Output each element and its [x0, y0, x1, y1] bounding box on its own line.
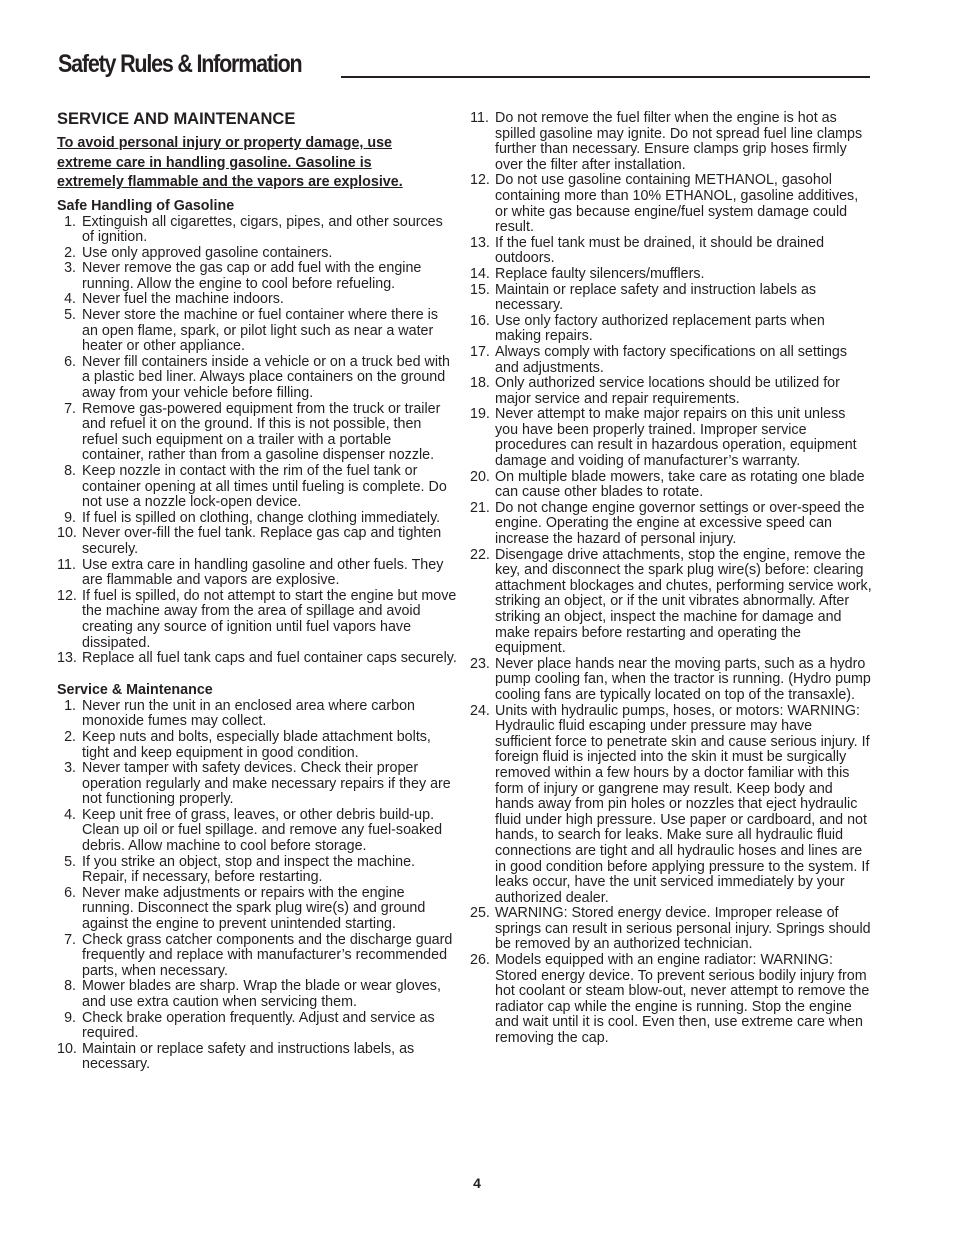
item-text: If fuel is spilled, do not attempt to start the engine but move the machine away from the area of spillage and avoid creating any source of ignition until fuel vapors have dissipated.	[82, 587, 457, 651]
item-number: 5.	[64, 853, 76, 870]
list-item	[470, 657, 872, 704]
item-number: 2.	[64, 728, 76, 745]
list-item	[57, 699, 457, 730]
list-item	[470, 283, 872, 314]
item-number: 1.	[64, 697, 76, 714]
item-text: Keep nozzle in contact with the rim of the fuel tank or container opening at all times until fueling is complete. Do not use a nozzle lock-open device.	[82, 463, 447, 511]
item-number: 24.	[470, 702, 490, 719]
item-text: Check brake operation frequently. Adjust and service as required.	[82, 1009, 435, 1042]
item-text: Disengage drive attachments, stop the engine, remove the key, and disconnect the spark plug wire(s) before: clearing attachment blockages and chutes, performing service work, striking an object, or if the unit vibrates abnormally. After striking an object, inspect the machine for damage and make repairs before restarting and operating the equipment.	[495, 546, 872, 657]
service-heading: Service & Maintenance	[57, 681, 213, 698]
list-item	[470, 345, 872, 376]
item-text: Check grass catcher components and the discharge guard frequently and replace with manufacturer’s recommended parts, when necessary.	[82, 931, 453, 979]
item-text: Always comply with factory specifications on all settings and adjustments.	[495, 343, 848, 376]
list-item	[470, 173, 872, 235]
item-text: Never remove the gas cap or add fuel with the engine running. Allow the engine to cool before refueling.	[82, 260, 422, 292]
list-item	[57, 808, 457, 855]
item-text: Never over-fill the fuel tank. Replace gas cap and tighten securely.	[82, 525, 442, 557]
page-header	[58, 50, 870, 82]
item-text: Do not use gasoline containing METHANOL, gasohol containing more than 10% ETHANOL, gasoline additives, or white gas because engine/fuel system damage could result.	[495, 172, 859, 236]
list-item	[470, 407, 872, 469]
list-item	[470, 704, 872, 907]
item-text: Extinguish all cigarettes, cigars, pipes, and other sources of ignition.	[82, 213, 443, 246]
item-text: Remove gas-powered equipment from the truck or trailer and refuel it on the ground. If this is not possible, then refuel such equipment on a trailer with a portable container, rather than from a gasoline dispenser nozzle.	[82, 400, 441, 464]
list-item	[470, 906, 872, 953]
list-item	[57, 855, 457, 886]
item-number: 4.	[64, 291, 76, 308]
list-item	[57, 246, 457, 262]
item-text: If the fuel tank must be drained, it should be drained outdoors.	[495, 234, 825, 267]
item-number: 10.	[57, 525, 77, 542]
item-number: 3.	[64, 760, 76, 777]
item-number: 10.	[57, 1040, 77, 1057]
item-number: 25.	[470, 905, 490, 922]
item-text: Maintain or replace safety and instruction labels as necessary.	[495, 281, 817, 314]
list-item	[57, 355, 457, 402]
item-number: 26.	[470, 952, 490, 969]
list-item	[470, 314, 872, 345]
item-text: Never make adjustments or repairs with the engine running. Disconnect the spark plug wire(s) and ground against the engine to prevent unintended starting.	[82, 884, 426, 933]
list-item	[57, 761, 457, 808]
item-text: Do not change engine governor settings or over-speed the engine. Operating the engine at excessive speed can increase the hazard of personal injury.	[495, 499, 865, 548]
list-item	[57, 886, 457, 933]
list-item	[57, 1011, 457, 1042]
list-item	[57, 402, 457, 464]
service-list-continued	[470, 111, 872, 1047]
item-number: 15.	[470, 281, 490, 298]
item-text: Only authorized service locations should be utilized for major service and repair requirements.	[495, 375, 840, 407]
item-text: Keep unit free of grass, leaves, or other debris build-up. Clean up oil or fuel spillage. and remove any fuel-soaked debris. Allow machine to cool before storage.	[82, 806, 443, 855]
item-number: 21.	[470, 499, 490, 516]
item-number: 17.	[470, 343, 490, 360]
item-text: Never place hands near the moving parts, such as a hydro pump cooling fan, when the tractor is running. (Hydro pump cooling fans are typically located on top of the transaxle).	[495, 655, 871, 703]
list-item	[470, 548, 872, 657]
item-number: 13.	[470, 234, 490, 251]
item-text: Never attempt to make major repairs on this unit unless you have been properly trained. Improper service procedures can result in hazardous operation, equipment damage and voiding of manufacturer’s warranty.	[495, 406, 857, 470]
gasoline-heading: Safe Handling of Gasoline	[57, 197, 235, 214]
list-item	[57, 511, 457, 527]
item-text: On multiple blade mowers, take care as rotating one blade can cause other blades to rotate.	[495, 468, 865, 501]
left-column	[57, 109, 457, 1073]
list-item	[470, 376, 872, 407]
item-text: Maintain or replace safety and instructions labels, as necessary.	[82, 1040, 415, 1073]
page-title: Safety Rules & Information	[58, 50, 302, 78]
item-number: 9.	[64, 509, 76, 526]
item-text: WARNING: Stored energy device. Improper release of springs can result in serious personal injury. Springs should be removed by an authorized technician.	[495, 905, 871, 953]
list-item	[57, 292, 457, 308]
list-item	[57, 979, 457, 1010]
list-item	[57, 730, 457, 761]
item-number: 13.	[57, 650, 77, 667]
item-number: 8.	[64, 463, 76, 479]
list-item	[57, 261, 457, 292]
list-item	[57, 308, 457, 355]
item-text: Units with hydraulic pumps, hoses, or motors: WARNING: Hydraulic fluid escaping under pressure may have sufficient force to penetrate skin and cause serious injury. If foreign fluid is injected into the skin it must be surgically removed within a few hours by a doctor familiar with this form of injury or gangrene may result. Keep body and hands away from pin holes or nozzles that eject hydraulic fluid under high pressure. Use paper or cardboard, and not hands, to search for leaks. Make sure all hydraulic fluid connections are tight and all hydraulic hoses and lines are in good condition before applying pressure to the system. If leaks occur, have the unit serviced immediately by your authorized dealer.	[495, 702, 870, 906]
item-number: 6.	[64, 353, 76, 370]
item-number: 7.	[64, 931, 76, 948]
item-number: 12.	[470, 172, 490, 189]
item-number: 7.	[64, 400, 76, 417]
item-number: 12.	[57, 587, 77, 604]
item-text: Mower blades are sharp. Wrap the blade or wear gloves, and use extra caution when servicing them.	[82, 978, 441, 1010]
item-number: 8.	[64, 978, 76, 995]
item-text: Replace faulty silencers/mufflers.	[495, 265, 705, 282]
list-item	[470, 470, 872, 501]
list-item	[470, 111, 872, 173]
right-column	[470, 111, 872, 1047]
item-number: 4.	[64, 806, 76, 823]
item-number: 23.	[470, 655, 490, 672]
item-number: 11.	[470, 110, 489, 126]
item-text: Never store the machine or fuel container where there is an open flame, spark, or pilot light such as near a water heater or other appliance.	[82, 307, 439, 355]
section-title: SERVICE AND MAINTENANCE	[57, 110, 296, 128]
item-number: 20.	[470, 468, 490, 485]
item-number: 5.	[64, 307, 76, 324]
item-text: Use only factory authorized replacement parts when making repairs.	[495, 312, 825, 345]
item-text: Never tamper with safety devices. Check their proper operation regularly and make necessary repairs if they are not functioning properly.	[82, 760, 451, 808]
item-number: 16.	[470, 312, 490, 329]
item-number: 18.	[470, 375, 490, 392]
list-item	[470, 953, 872, 1047]
list-item	[57, 526, 457, 557]
list-item	[57, 215, 457, 246]
item-text: Keep nuts and bolts, especially blade attachment bolts, tight and keep equipment in good condition.	[82, 728, 431, 761]
item-text: If fuel is spilled on clothing, change clothing immediately.	[82, 509, 441, 526]
header-rule	[341, 76, 870, 78]
list-item	[57, 1042, 457, 1073]
list-item	[470, 501, 872, 548]
item-text: Never fill containers inside a vehicle or on a truck bed with a plastic bed liner. Always place containers on the ground away from your vehicle before filling.	[82, 353, 450, 402]
item-number: 22.	[470, 546, 490, 563]
item-text: Replace all fuel tank caps and fuel container caps securely.	[82, 650, 457, 667]
list-item	[57, 464, 457, 511]
item-text: Do not remove the fuel filter when the engine is hot as spilled gasoline may ignite. Do not spread fuel line clamps further than necessary. Ensure clamps grip hoses firmly over the filter after installation.	[495, 110, 863, 173]
item-number: 2.	[64, 244, 76, 261]
page-number: 4	[473, 1175, 481, 1191]
item-number: 9.	[64, 1009, 76, 1026]
gasoline-list	[57, 215, 457, 667]
item-number: 1.	[64, 213, 76, 230]
item-number: 3.	[64, 260, 76, 277]
item-number: 11.	[57, 556, 76, 573]
item-number: 14.	[470, 265, 490, 282]
item-text: Never fuel the machine indoors.	[82, 291, 284, 308]
item-text: If you strike an object, stop and inspect the machine. Repair, if necessary, before restarting.	[82, 853, 415, 886]
item-number: 6.	[64, 884, 76, 901]
list-item	[57, 933, 457, 980]
item-text: Use extra care in handling gasoline and other fuels. They are flammable and vapors are explosive.	[82, 556, 444, 589]
list-item	[57, 589, 457, 651]
item-text: Never run the unit in an enclosed area where carbon monoxide fumes may collect.	[82, 697, 416, 730]
list-item	[470, 236, 872, 267]
list-item	[470, 267, 872, 283]
item-text: Use only approved gasoline containers.	[82, 244, 333, 261]
gasoline-warning: To avoid personal injury or property damage, use extreme care in handling gasoline. Gasoline is extremely flammable and the vapors are explosive.	[57, 135, 403, 190]
item-text: Models equipped with an engine radiator: WARNING: Stored energy device. To prevent serious bodily injury from hot coolant or steam blow-out, never attempt to remove the radiator cap while the engine is running. Stop the engine and wait until it is cool. Even then, use extreme care when removing the cap.	[495, 952, 870, 1047]
list-item	[57, 558, 457, 589]
service-list	[57, 699, 457, 1073]
list-item	[57, 651, 457, 667]
item-number: 19.	[470, 406, 490, 423]
